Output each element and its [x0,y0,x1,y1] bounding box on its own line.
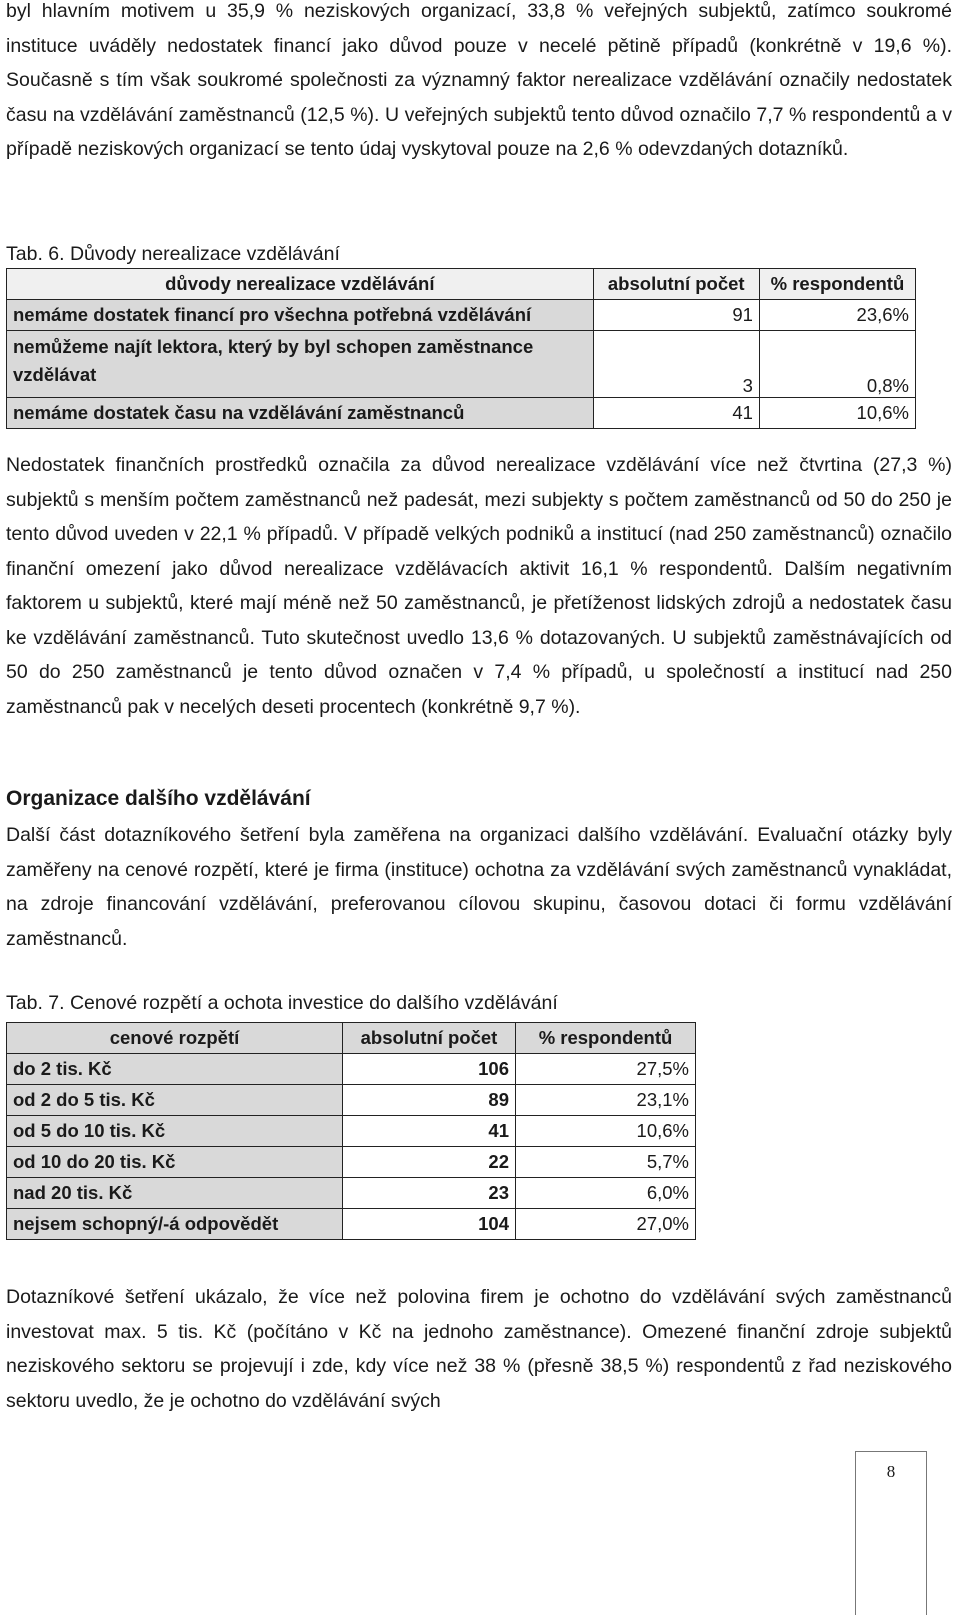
row-percent: 10,6% [516,1116,696,1147]
paragraph-2: Nedostatek finančních prostředků označila za důvod nerealizace vzdělávání více než čtvrtina (27,3 %) subjektů s menším počtem zaměstnanců než padesát, mezi subjekty s počtem zaměstnanců od 50 do 250 je tento důvod uveden v 22,1 % případů. V případě velkých podniků a institucí (nad 250 zaměstnanců) označilo finanční omezení jako důvod nerealizace vzdělávacích aktivit 16,1 % respondentů. Dalším negativním faktorem u subjektů, které mají méně než 50 zaměstnanců, je přetíženost lidských zdrojů a nedostatek času ke vzdělávání zaměstnanců. Tuto skutečnost uvedlo 13,6 % dotazovaných. U subjektů zaměstnávajících od 50 do 250 zaměstnanců je tento důvod označen v 7,4 % případů, u společností a institucí nad 250 zaměstnanců pak v necelých deseti procentech (konkrétně 9,7 %). [6,454,952,718]
row-absolute: 3 [593,331,759,398]
row-percent: 27,0% [516,1209,696,1240]
table-row [7,300,916,331]
table-row [7,1147,696,1178]
row-label: nejsem schopný/-á odpovědět [7,1209,343,1240]
row-label: do 2 tis. Kč [7,1054,343,1085]
table-row [7,1178,696,1209]
row-absolute: 41 [343,1116,516,1147]
table-7-caption: Tab. 7. Cenové rozpětí a ochota investice do dalšího vzdělávání [6,992,558,1014]
paragraph-4: Dotazníkové šetření ukázalo, že více než polovina firem je ochotno do vzdělávání svých zaměstnanců investovat max. 5 tis. Kč (počítáno v Kč na jednoho zaměstnance). Omezené finanční zdroje subjektů neziskového sektoru se projevují i zde, kdy více než 38 % (přesně 38,5 %) respondentů z řad neziskového sektoru uvedlo, že je ochotno do vzdělávání svých [6,1286,952,1412]
row-absolute: 22 [343,1147,516,1178]
table-header-row [7,1023,696,1054]
row-label: nemůžeme najít lektora, který by byl schopen zaměstnance vzdělávat [7,331,594,398]
paragraph-3: Další část dotazníkového šetření byla zaměřena na organizaci dalšího vzdělávání. Evaluační otázky byly zaměřeny na cenové rozpětí, které je firma (instituce) ochotna za vzdělávání svých zaměstnanců vynakládat, na zdroje financování vzdělávání, preferovanou cílovou skupinu, časovou dotaci či formu vzdělávání zaměstnanců. [6,824,952,950]
table-row [7,331,916,398]
table-7 [6,1022,696,1240]
row-percent: 23,1% [516,1085,696,1116]
row-absolute: 23 [343,1178,516,1209]
column-header: % respondentů [516,1023,696,1054]
row-label: od 5 do 10 tis. Kč [7,1116,343,1147]
row-percent: 0,8% [759,331,915,398]
row-absolute: 91 [593,300,759,331]
table-row [7,398,916,429]
paragraph-1: byl hlavním motivem u 35,9 % neziskových organizací, 33,8 % veřejných subjektů, zatímco soukromé instituce uváděly nedostatek financí jako důvod pouze v necelé pětině případů (konkrétně v 19,6 %). Současně s tím však soukromé společnosti za významný faktor nerealizace vzdělávání označily nedostatek času na vzdělávání zaměstnanců (12,5 %). U veřejných subjektů tento důvod označilo 7,7 % respondentů a v případě neziskových organizací se tento údaj vyskytoval pouze na 2,6 % odevzdaných dotazníků. [6,0,952,160]
row-absolute: 106 [343,1054,516,1085]
table-header-row [7,269,916,300]
table-6 [6,268,916,429]
page-number-box [855,1451,927,1615]
row-percent: 27,5% [516,1054,696,1085]
table-row [7,1209,696,1240]
row-label: nemáme dostatek času na vzdělávání zaměstnanců [7,398,594,429]
row-percent: 6,0% [516,1178,696,1209]
table-6-caption: Tab. 6. Důvody nerealizace vzdělávání [6,243,340,265]
table-row [7,1085,696,1116]
row-absolute: 41 [593,398,759,429]
row-label: nemáme dostatek financí pro všechna potřebná vzdělávání [7,300,594,331]
column-header: cenové rozpětí [7,1023,343,1054]
row-absolute: 89 [343,1085,516,1116]
column-header: absolutní počet [343,1023,516,1054]
column-header: % respondentů [759,269,915,300]
column-header: důvody nerealizace vzdělávání [7,269,594,300]
row-absolute: 104 [343,1209,516,1240]
row-percent: 5,7% [516,1147,696,1178]
table-row [7,1054,696,1085]
section-heading: Organizace dalšího vzdělávání [6,787,311,810]
row-label: od 2 do 5 tis. Kč [7,1085,343,1116]
row-percent: 10,6% [759,398,915,429]
page-number: 8 [886,1462,896,1481]
row-label: nad 20 tis. Kč [7,1178,343,1209]
row-label: od 10 do 20 tis. Kč [7,1147,343,1178]
table-row [7,1116,696,1147]
column-header: absolutní počet [593,269,759,300]
row-percent: 23,6% [759,300,915,331]
